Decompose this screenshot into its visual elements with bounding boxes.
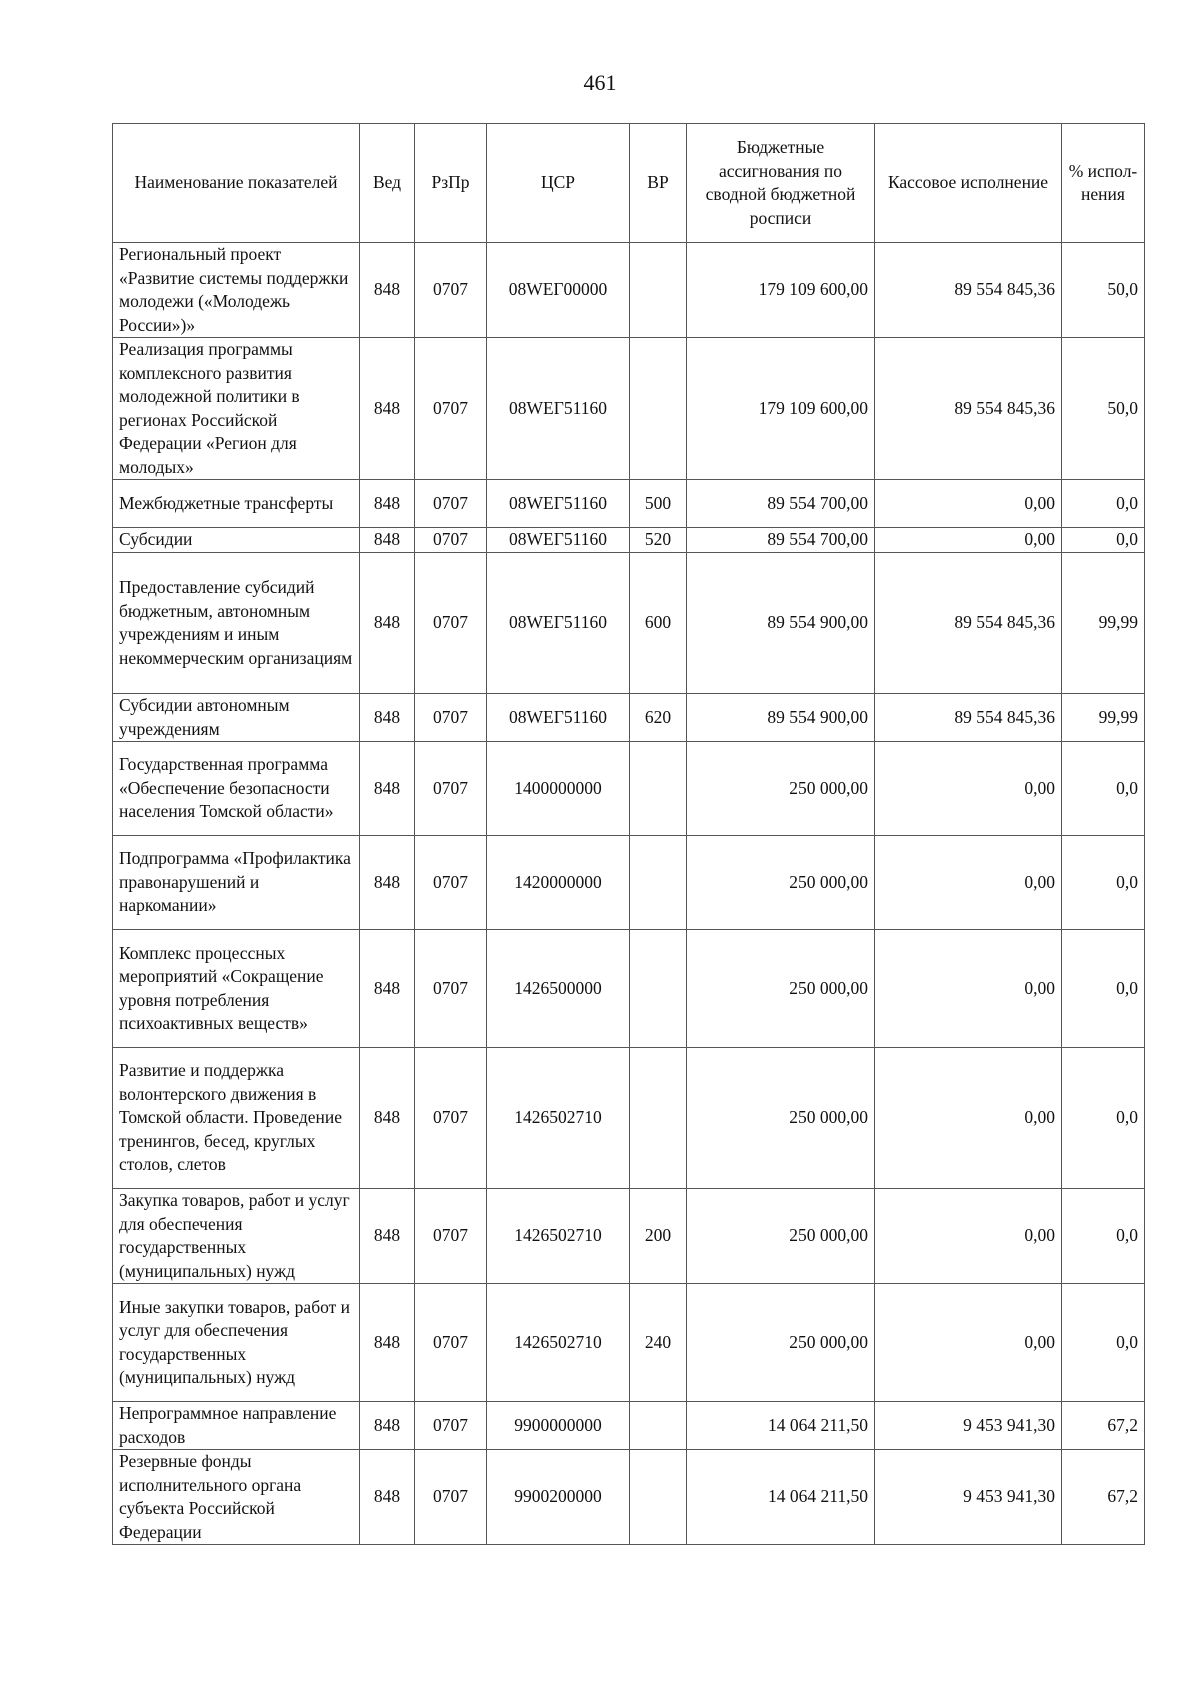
row-ved: 848 (360, 930, 415, 1048)
row-csr: 1426502710 (487, 1284, 630, 1402)
row-budget: 250 000,00 (687, 1284, 875, 1402)
row-ved: 848 (360, 742, 415, 836)
row-percent: 0,0 (1062, 1284, 1145, 1402)
row-csr: 08WEГ00000 (487, 243, 630, 338)
header-ved: Вед (360, 124, 415, 243)
row-ved: 848 (360, 1402, 415, 1450)
row-vr: 620 (630, 694, 687, 742)
table-row (113, 338, 1145, 480)
row-csr: 1426502710 (487, 1189, 630, 1284)
header-percent: % испол-нения (1062, 124, 1145, 243)
row-csr: 1426502710 (487, 1048, 630, 1189)
row-ved: 848 (360, 1048, 415, 1189)
row-vr: 240 (630, 1284, 687, 1402)
row-cash: 0,00 (875, 1048, 1062, 1189)
row-ved: 848 (360, 694, 415, 742)
row-percent: 99,99 (1062, 553, 1145, 694)
row-ved: 848 (360, 1284, 415, 1402)
row-vr: 200 (630, 1189, 687, 1284)
row-percent: 0,0 (1062, 1189, 1145, 1284)
row-rzpr: 0707 (415, 742, 487, 836)
row-csr: 08WEГ51160 (487, 553, 630, 694)
row-vr (630, 742, 687, 836)
row-vr: 500 (630, 480, 687, 528)
row-cash: 0,00 (875, 742, 1062, 836)
row-percent: 67,2 (1062, 1402, 1145, 1450)
row-name: Иные закупки товаров, работ и услуг для обеспечения государственных (муниципальных) нужд (113, 1284, 360, 1402)
row-name: Резервные фонды исполнительного органа субъекта Российской Федерации (113, 1450, 360, 1545)
header-rzpr: РзПр (415, 124, 487, 243)
row-budget: 179 109 600,00 (687, 338, 875, 480)
row-vr: 600 (630, 553, 687, 694)
table-row (113, 930, 1145, 1048)
row-vr (630, 338, 687, 480)
row-cash: 89 554 845,36 (875, 553, 1062, 694)
row-name: Предоставление субсидий бюджетным, автономным учреждениям и иным некоммерческим организациям (113, 553, 360, 694)
page-number: 461 (583, 70, 617, 95)
row-budget: 89 554 900,00 (687, 694, 875, 742)
row-budget: 89 554 900,00 (687, 553, 875, 694)
row-name: Реализация программы комплексного развития молодежной политики в регионах Российской Федерации «Регион для молодых» (113, 338, 360, 480)
table-row (113, 694, 1145, 742)
row-vr (630, 836, 687, 930)
table-row (113, 1402, 1145, 1450)
row-rzpr: 0707 (415, 338, 487, 480)
row-name: Субсидии автономным учреждениям (113, 694, 360, 742)
row-name: Непрограммное направление расходов (113, 1402, 360, 1450)
row-ved: 848 (360, 1189, 415, 1284)
row-ved: 848 (360, 243, 415, 338)
row-rzpr: 0707 (415, 243, 487, 338)
row-name: Субсидии (113, 528, 360, 553)
row-csr: 1420000000 (487, 836, 630, 930)
table-row (113, 480, 1145, 528)
row-cash: 89 554 845,36 (875, 243, 1062, 338)
row-percent: 99,99 (1062, 694, 1145, 742)
row-rzpr: 0707 (415, 480, 487, 528)
row-cash: 89 554 845,36 (875, 338, 1062, 480)
row-cash: 89 554 845,36 (875, 694, 1062, 742)
table-row (113, 836, 1145, 930)
table-row (113, 553, 1145, 694)
table-row (113, 1189, 1145, 1284)
row-cash: 0,00 (875, 528, 1062, 553)
row-cash: 0,00 (875, 1284, 1062, 1402)
row-ved: 848 (360, 480, 415, 528)
table-header-row (113, 124, 1145, 243)
row-name: Региональный проект «Развитие системы поддержки молодежи («Молодежь России»)» (113, 243, 360, 338)
row-name: Комплекс процессных мероприятий «Сокращение уровня потребления психоактивных веществ» (113, 930, 360, 1048)
row-name: Закупка товаров, работ и услуг для обеспечения государственных (муниципальных) нужд (113, 1189, 360, 1284)
row-vr (630, 1048, 687, 1189)
row-rzpr: 0707 (415, 1284, 487, 1402)
header-cash: Кассовое исполнение (875, 124, 1062, 243)
row-budget: 89 554 700,00 (687, 480, 875, 528)
row-percent: 0,0 (1062, 742, 1145, 836)
row-budget: 179 109 600,00 (687, 243, 875, 338)
row-percent: 0,0 (1062, 480, 1145, 528)
row-budget: 250 000,00 (687, 742, 875, 836)
row-vr (630, 1450, 687, 1545)
row-rzpr: 0707 (415, 930, 487, 1048)
row-percent: 0,0 (1062, 930, 1145, 1048)
row-rzpr: 0707 (415, 694, 487, 742)
row-cash: 9 453 941,30 (875, 1402, 1062, 1450)
row-csr: 9900000000 (487, 1402, 630, 1450)
row-percent: 50,0 (1062, 338, 1145, 480)
header-name: Наименование показателей (113, 124, 360, 243)
row-percent: 0,0 (1062, 1048, 1145, 1189)
row-percent: 0,0 (1062, 528, 1145, 553)
row-ved: 848 (360, 836, 415, 930)
row-cash: 0,00 (875, 930, 1062, 1048)
row-rzpr: 0707 (415, 1189, 487, 1284)
row-csr: 9900200000 (487, 1450, 630, 1545)
table-row (113, 1284, 1145, 1402)
row-budget: 250 000,00 (687, 836, 875, 930)
row-csr: 08WEГ51160 (487, 480, 630, 528)
row-vr (630, 930, 687, 1048)
row-name: Государственная программа «Обеспечение безопасности населения Томской области» (113, 742, 360, 836)
row-cash: 0,00 (875, 836, 1062, 930)
row-csr: 1400000000 (487, 742, 630, 836)
row-percent: 0,0 (1062, 836, 1145, 930)
row-name: Межбюджетные трансферты (113, 480, 360, 528)
row-rzpr: 0707 (415, 1402, 487, 1450)
row-budget: 250 000,00 (687, 930, 875, 1048)
row-vr: 520 (630, 528, 687, 553)
row-percent: 67,2 (1062, 1450, 1145, 1545)
header-vr: ВР (630, 124, 687, 243)
row-cash: 0,00 (875, 480, 1062, 528)
row-percent: 50,0 (1062, 243, 1145, 338)
row-rzpr: 0707 (415, 553, 487, 694)
row-budget: 250 000,00 (687, 1048, 875, 1189)
row-rzpr: 0707 (415, 1450, 487, 1545)
header-budget: Бюджетные ассигнования по сводной бюджетной росписи (687, 124, 875, 243)
row-rzpr: 0707 (415, 528, 487, 553)
row-rzpr: 0707 (415, 836, 487, 930)
row-budget: 14 064 211,50 (687, 1402, 875, 1450)
row-csr: 08WEГ51160 (487, 338, 630, 480)
row-ved: 848 (360, 528, 415, 553)
row-csr: 08WEГ51160 (487, 528, 630, 553)
row-cash: 9 453 941,30 (875, 1450, 1062, 1545)
table-row (113, 742, 1145, 836)
row-name: Подпрограмма «Профилактика правонарушений и наркомании» (113, 836, 360, 930)
table-row (113, 243, 1145, 338)
row-csr: 08WEГ51160 (487, 694, 630, 742)
row-ved: 848 (360, 338, 415, 480)
row-cash: 0,00 (875, 1189, 1062, 1284)
table-row (113, 1048, 1145, 1189)
row-ved: 848 (360, 553, 415, 694)
row-ved: 848 (360, 1450, 415, 1545)
row-vr (630, 243, 687, 338)
row-name: Развитие и поддержка волонтерского движения в Томской области. Проведение тренингов, бесед, круглых столов, слетов (113, 1048, 360, 1189)
row-budget: 89 554 700,00 (687, 528, 875, 553)
table-body (113, 243, 1145, 1545)
row-vr (630, 1402, 687, 1450)
row-budget: 14 064 211,50 (687, 1450, 875, 1545)
row-budget: 250 000,00 (687, 1189, 875, 1284)
row-rzpr: 0707 (415, 1048, 487, 1189)
table-row (113, 1450, 1145, 1545)
header-csr: ЦСР (487, 124, 630, 243)
row-csr: 1426500000 (487, 930, 630, 1048)
table-row (113, 528, 1145, 553)
budget-table (112, 123, 1145, 1545)
